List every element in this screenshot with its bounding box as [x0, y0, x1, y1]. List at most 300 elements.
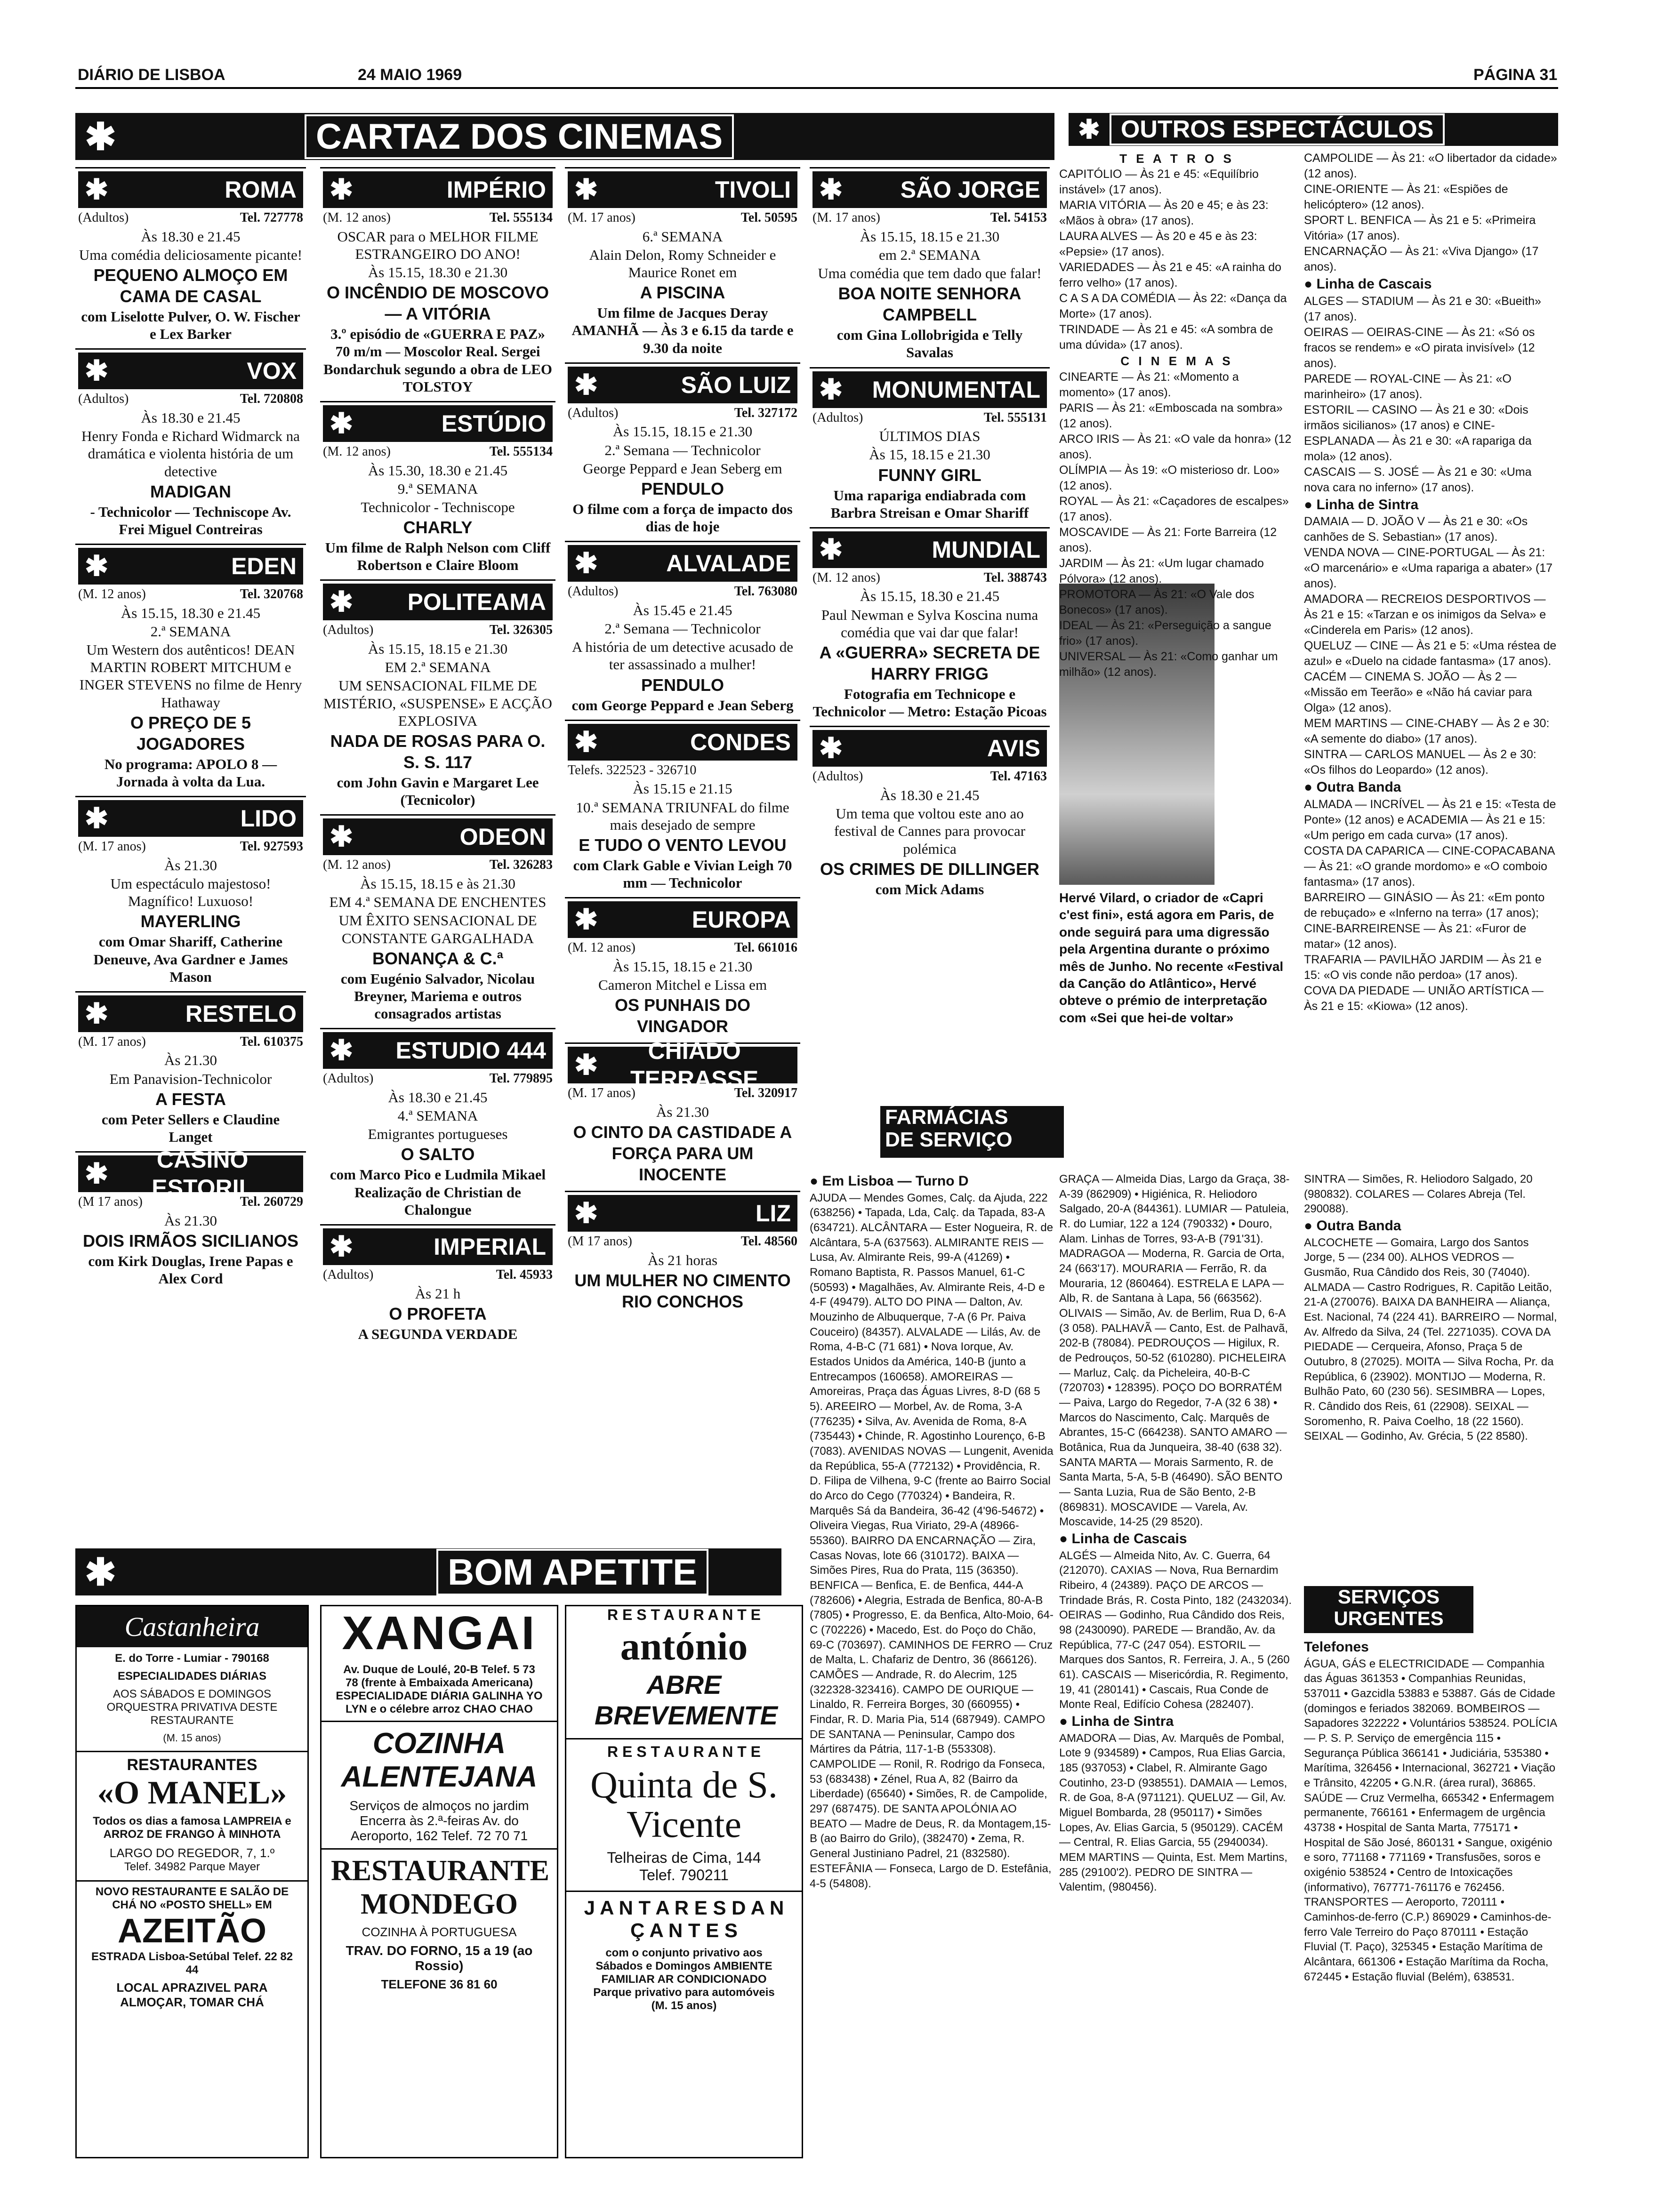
film-title: A FESTA: [155, 1089, 226, 1109]
manel-heading: RESTAURANTES: [127, 1756, 257, 1774]
film-title: OS PUNHAIS DO VINGADOR: [614, 995, 751, 1036]
cinema-name: ROMA: [225, 176, 297, 203]
cinema-name: ALVALADE: [666, 550, 791, 577]
star-icon: ✱: [85, 997, 109, 1029]
cinema-meta: [568, 1234, 797, 1250]
listing-line: 2.ª Semana — Technicolor: [604, 620, 761, 637]
cinema-listing: [810, 527, 1050, 726]
listing-credits: com Gina Lollobrigida e Telly Savalas: [837, 327, 1023, 361]
cinema-listing: [565, 362, 800, 541]
age-rating: (M. 17 anos): [812, 210, 880, 225]
quinta-heading: R E S T A U R A N T E: [607, 1743, 761, 1760]
cinema-meta: [812, 410, 1047, 426]
listing-credits: com Eugénio Salvador, Nicolau Breyner, Mariema e outros consagrados artistas: [340, 970, 535, 1022]
cinema-meta: [78, 839, 303, 855]
age-rating: (Adultos): [812, 410, 863, 425]
listing-line: Às 15.15, 18.15 e 21.30: [612, 958, 753, 975]
cinema-header: [323, 818, 553, 855]
listing-credits: A SEGUNDA VERDADE: [358, 1325, 518, 1342]
mondego-style: COZINHA À PORTUGUESA: [362, 1925, 517, 1939]
listing-credits: Fotografia em Technicope e Technicolor — Metro: Estação Picoas: [812, 686, 1047, 720]
listing-entry: MOSCAVIDE — Às 21: Forte Barreira (12 anos).: [1059, 525, 1277, 554]
cinema-listing: [320, 579, 555, 814]
listing-line: ÚLTIMOS DIAS: [879, 428, 981, 445]
listing-credits: Um filme de Ralph Nelson com Cliff Robertson e Claire Bloom: [325, 539, 551, 574]
cinema-phone: Tel. 555131: [983, 410, 1047, 425]
star-icon: ✱: [85, 550, 109, 582]
cinema-listing: [75, 348, 306, 544]
listing-entry: CASCAIS — S. JOSÉ — Às 21 e 30: «Uma nova cara no inferno» (17 anos).: [1304, 465, 1532, 494]
star-icon: ✱: [819, 174, 843, 205]
cinema-header: [323, 1032, 553, 1069]
star-icon: ✱: [85, 1551, 117, 1593]
listing-credits: 3.º episódio de «GUERRA E PAZ» 70 m/m — Moscolor Real. Sergei Bondarchuk segundo a obra de LEO TOLSTOY: [323, 326, 553, 395]
film-title: OS CRIMES DE DILLINGER: [820, 859, 1040, 879]
cinema-name: EUROPA: [692, 906, 791, 933]
age-rating: (Adultos): [568, 405, 619, 420]
cinema-meta: [568, 210, 797, 226]
cinema-name: SÃO LUIZ: [681, 371, 791, 398]
cinema-listing: [565, 167, 800, 362]
paper-name: DIÁRIO DE LISBOA: [78, 66, 225, 84]
star-icon: ✱: [574, 174, 598, 205]
star-icon: ✱: [330, 586, 354, 618]
cinema-phone: Tel. 260729: [240, 1194, 303, 1210]
age-rating: (Adultos): [323, 623, 374, 638]
cinema-listing: [565, 541, 800, 720]
cascais-heading: ● Linha de Cascais: [1304, 276, 1432, 292]
cinema-phone: Tel. 48560: [740, 1234, 797, 1249]
cinema-phone: Tel. 555134: [489, 210, 553, 225]
azeitao-address: ESTRADA Lisboa-Setúbal Telef. 22 82 44: [91, 1950, 293, 1976]
listing-entry: ESTORIL — CASINO — Às 21 e 30: «Dois irmãos sicilianos» (17 anos) e CINE-ESPLANADA — Às 21 e 30: «A rapariga da mola» (12 anos).: [1304, 403, 1532, 463]
star-icon: ✱: [574, 369, 598, 401]
fcascais-heading: ● Linha de Cascais: [1059, 1531, 1187, 1547]
listing-line: Às 15.30, 18.30 e 21.45: [368, 462, 508, 479]
mondego-name: RESTAURANTE MONDEGO: [331, 1855, 549, 1920]
listing-line: Paul Newman e Sylva Koscina numa comédia que vai dar que falar!: [821, 606, 1038, 641]
bom-apetite-title: BOM APETITE: [436, 1549, 708, 1595]
cinema-listing: [320, 401, 555, 580]
cinema-meta: [78, 391, 303, 407]
bom-apetite-banner: [75, 1548, 781, 1595]
listing-line: 2.ª Semana — Technicolor: [604, 441, 761, 458]
listing-line: Às 15.15, 18.30 e 21.45: [121, 604, 261, 621]
outros-right: [1304, 151, 1558, 1014]
cinema-phone: Tel. 727778: [240, 210, 303, 225]
listing-line: Technicolor - Techniscope: [361, 498, 515, 515]
photo-caption: Hervé Vilard, o criador de «Capri c'est fini», está agora em Paris, de onde seguirá para uma digressão pela Argentina durante o próximo mês de Junho. No recente «Festival da Canção do Atlântico», Hervé obteve o prémio de interpretação com «Sei que hei-de voltar»: [1059, 890, 1284, 1025]
film-title: BOA NOITE SENHORA CAMPBELL: [838, 284, 1022, 325]
listing-line: Uma comédia que tem dado que falar!: [818, 264, 1042, 281]
cinema-name: RESTELO: [185, 1000, 297, 1027]
listing-line: Às 21 h: [415, 1285, 461, 1302]
film-title: O SALTO: [401, 1145, 475, 1164]
cinema-header: [78, 171, 303, 208]
fsintra-heading: ● Linha de Sintra: [1059, 1714, 1174, 1730]
listing-credits: - Technicolor — Techniscope Av. Frei Miguel Contreiras: [90, 503, 291, 537]
cinema-column-1: [75, 167, 306, 1293]
listing-entry: SINTRA — CARLOS MANUEL — Às 2 e 30: «Os filhos do Leopardo» (12 anos).: [1304, 748, 1536, 777]
cinema-meta: [323, 210, 553, 226]
cinema-listing: [810, 726, 1050, 904]
cinemas-heading: C I N E M A S: [1120, 354, 1233, 369]
age-rating: (M. 12 anos): [78, 587, 146, 602]
listing-credits: com Clark Gable e Vivian Leigh 70 mm — Technicolor: [573, 857, 792, 891]
fbanda-list: ALCOCHETE — Gomaira, Largo dos Santos Jorge, 5 — (234 00). ALHOS VEDROS — Gusmão, Rua Cândido dos Reis, 30 (74040). ALMADA — Castro Rodrigues, R. Capitão Leitão, 21-A (270076). BAIXA DA BANHEIRA — Aliança, Est. Nacional, 74 (224 41). BARREIRO — Normal, Av. Alfredo da Silva, 24 (Tel. 2271035). COVA DA PIEDADE — Cerqueira, Afonso, Praça 5 de Outubro, 8 (27025). MOITA — Silva Rocha, Pr. da República, 6 (23902). MONTIJO — Moderna, R. Bulhão Pato, 60 (230 56). SESIMBRA — Lopes, R. Cândido dos Reis, 61 (22908). SEIXAL — Soromenho, R. Paiva Coelho, 18 (22 1560). SEIXAL — Godinho, Av. Grécia, 5 (22 8580).: [1304, 1236, 1557, 1443]
listing-line: EM 2.ª SEMANA: [385, 659, 491, 676]
film-title: PENDULO: [641, 479, 724, 498]
listing-entry: OEIRAS — OEIRAS-CINE — Às 21: «Só os fracos se rendem» e «O pirata invisível» (12 anos).: [1304, 325, 1535, 370]
age-rating: (M. 12 anos): [323, 444, 391, 459]
listing-line: Às 15.15, 18.15 e 21.30: [368, 641, 508, 657]
cinema-listing: [320, 814, 555, 1028]
listing-entry: VENDA NOVA — CINE-PORTUGAL — Às 21: «O marcenário» e «Uma rapariga a abater» (17 anos).: [1304, 546, 1553, 591]
cinema-header: [568, 545, 797, 582]
listing-line: A história de um detective acusado de ter assassinado a mulher!: [571, 639, 793, 673]
star-icon: ✱: [574, 904, 598, 936]
listing-entry: CINEARTE — Às 21: «Momento a momento» (17 anos).: [1059, 370, 1239, 399]
film-title: FUNNY GIRL: [878, 465, 981, 485]
age-rating: (Adultos): [78, 392, 129, 407]
star-icon: ✱: [85, 174, 109, 205]
age-rating: (Adultos): [323, 1267, 374, 1282]
listing-entry: TRINDADE — Às 21 e 45: «A sombra de uma dúvida» (17 anos).: [1059, 323, 1273, 352]
age-rating: (M. 17 anos): [568, 1086, 635, 1101]
listing-entry: UNIVERSAL — Às 21: «Como ganhar um milhão» (12 anos).: [1059, 649, 1278, 679]
farmacias-right: [1304, 1172, 1558, 1444]
cinema-phone: Tel. 610375: [240, 1034, 303, 1049]
castanheira-rating: (M. 15 anos): [163, 1732, 221, 1744]
cinema-name: LIZ: [756, 1200, 791, 1227]
film-title: NADA DE ROSAS PARA O. S. S. 117: [330, 731, 546, 772]
star-icon: ✱: [574, 1049, 598, 1081]
listing-entry: AMADORA — RECREIOS DESPORTIVOS — Às 21 e 15: «Tarzan e os inimigos da Selva» e «Cinderela em Paris» (12 anos).: [1304, 593, 1546, 637]
cinema-name: MONUMENTAL: [872, 376, 1040, 403]
cinema-name: CONDES: [690, 729, 791, 755]
listing-line: Às 15.45 e 21.45: [633, 601, 732, 618]
star-icon: ✱: [1078, 114, 1100, 144]
listing-line: Às 15.15, 18.30 e 21.30: [368, 264, 508, 281]
jantares-title: J A N T A R E S D A N Ç A N T E S: [584, 1897, 784, 1941]
listing-line: Às 18.30 e 21.45: [141, 228, 241, 245]
listing-line: OSCAR para o MELHOR FILME ESTRANGEIRO DO ANO!: [337, 228, 539, 262]
cinema-meta: [568, 940, 797, 956]
cinema-phone: Tel. 47163: [990, 769, 1047, 784]
jantares-details: com o conjunto privativo aos Sábados e Domingos AMBIENTE FAMILIAR AR CONDICIONADO Parque privativo para automóveis (M. 15 anos): [593, 1947, 775, 2012]
cinema-listing: [75, 991, 306, 1151]
xangai-details: Av. Duque de Loulé, 20-B Telef. 5 73 78 (frente à Embaixada Americana) ESPECIALIDADE DIÁRIA GALINHA YO LYN e o célebre arroz CHAO CHAO: [336, 1663, 543, 1715]
ad-antonio-column: [565, 1605, 803, 2158]
cinema-name: POLITEAMA: [407, 589, 546, 616]
star-icon: ✱: [330, 174, 354, 205]
age-rating: (M 17 anos): [568, 1234, 632, 1249]
castanheira-address: E. do Torre - Lumiar - 790168: [115, 1652, 269, 1665]
cinema-phone: Tel. 661016: [734, 940, 797, 955]
age-rating: (Adultos): [78, 210, 129, 225]
cinema-column-3: [565, 167, 800, 1318]
film-title: A PISCINA: [640, 283, 725, 303]
film-title: PEQUENO ALMOÇO EM CAMA DE CASAL: [93, 265, 288, 306]
cinema-meta: [568, 584, 797, 600]
xangai-name: XANGAI: [342, 1607, 537, 1659]
cinema-header: [323, 171, 553, 208]
listing-line: Às 18.30 e 21.45: [880, 787, 980, 803]
cinema-meta: [568, 405, 797, 421]
castanheira-title: Castanheira: [77, 1606, 307, 1647]
cinema-listing: [810, 167, 1050, 367]
listing-entry: QUELUZ — CINE — Às 21 e 5: «Uma réstea de azul» e «Duelo na cidade fantasma» (17 anos).: [1304, 639, 1557, 668]
lisboa-list: AJUDA — Mendes Gomes, Calç. da Ajuda, 222 (638256) • Tapada, Lda, Calç. da Tapada, 83-A (634721). ALCÂNTARA — Ester Nogueira, R. de Alcântara, 5-A (637563). ALMIRANTE REIS — Lusa, Av. Almirante Reis, 99-A (41269) • Romano Baptista, R. Passos Manuel, 61-C (50593) • Magalhães, Av. Almirante Reis, 4-D e 4-F (49479). ALTO DO PINA — Dalton, Av. Mouzinho de Albuquerque, 7-A (6 Pr. Paiva Couceiro) (84357). ALVALADE — Lilás, Av. de Roma, 4-B-C (71 681) • Nova Iorque, Av. Estados Unidos da América, 140-B (junto a Entrecampos (160658). AMOREIRAS — Amoreiras, Praça das Águas Livres, 8-D (68 5 5). AREEIRO — Morbel, Av. de Roma, 3-A (776235) • Silva, Av. Avenida de Roma, 8-A (735443) • Chinde, R. Agostinho Lourenço, 6-B (7083). AVENIDAS NOVAS — Lungenit, Avenida da República, 55-A (772132) • Providência, R. D. Filipa de Vilhena, 9-C (frente ao Bairro Social do Arco do Cego (770324) • Bandeira, R. Marquês Sá da Bandeira, 36-42 (4'96-54672) • Oliveira Viegas, Rua Viriato, 29-A (48966-55360). BAIRRO DA ENCARNAÇÃO — Zira, Casas Novas, lote 66 (310172). BAIXA — Simões Pires, Rua do Prata, 115 (36350). BENFICA — Benfica, E. de Benfica, 444-A (782606) • Alegria, Estrada de Benfica, 80-A-B (7805) • Progresso, E. da Benfica, Alto-Moio, 64-C (702226) • Macedo, Est. do Poço do Chão, 69-C (703697). CAMINHOS DE FERRO — Cruz de Malta, L. Chafariz de Dentro, 36 (866126). CAMÕES — Andrade, R. do Alecrim, 125 (322328-323416). CAMPO DE OURIQUE — Linaldo, R. Ferreira Borges, 30 (660955) • Findar, R. D. Maria Pia, 514 (687949). CAMPO DE SANTANA — Peninsular, Campo dos Mártires da Pátria, 117-1-B (553308). CAMPOLIDE — Ronil, R. Rodrigo da Fonseca, 53 (683438) • Zénel, Rua A, 82 (Bairro da Liberdade) (65640) • Simões, R. de Campolide, 297 (687475). DE SANTA APOLÓNIA AO BEATO — Madre de Deus, R. da Montagem,15-B (ao Bairro do Grilo), (382470) • Zema, R. General Justiniano Padrel, 21 (832580). ESTEFÂNIA — Fonseca, Largo de D. Estefânia, 4-5 (54808).: [810, 1191, 1054, 1890]
age-rating: (M. 17 anos): [568, 210, 635, 225]
listing-entry: ARCO IRIS — Às 21: «O vale da honra» (12 anos).: [1059, 432, 1292, 461]
listing-credits: com Liselotte Pulver, O. W. Fischer e Lex Barker: [81, 308, 300, 343]
cinema-meta: [568, 762, 797, 778]
listing-line: 10.ª SEMANA TRIUNFAL do filme mais desejado de sempre: [576, 799, 789, 833]
listing-entry: MARIA VITÓRIA — Às 20 e 45; e às 23: «Mãos à obra» (17 anos).: [1059, 199, 1269, 228]
farmacias-banner: [880, 1106, 1064, 1158]
cinema-header: [812, 371, 1047, 408]
listing-line: Às 18.30 e 21.45: [388, 1089, 488, 1106]
star-icon: ✱: [574, 1197, 598, 1229]
listing-line: Às 21.30: [164, 1052, 217, 1069]
cinema-listing: [75, 544, 306, 796]
star-icon: ✱: [819, 732, 843, 764]
film-title: UM MULHER NO CIMENTO RIO CONCHOS: [574, 1270, 791, 1311]
cinema-phone: Tel. 388743: [983, 570, 1047, 585]
listing-line: Às 15.15, 18.15 e 21.30: [860, 228, 1000, 245]
cozinha-name: COZINHA ALENTEJANA: [341, 1727, 538, 1793]
film-title: O PROFETA: [389, 1304, 487, 1323]
listing-line: Às 15.15 e 21.15: [633, 780, 732, 797]
cinema-header: [78, 995, 303, 1032]
cinema-meta: [323, 622, 553, 638]
quinta-name: Quinta de S. Vicente: [590, 1764, 778, 1845]
film-title: DOIS IRMÃOS SICILIANOS: [82, 1231, 299, 1250]
outros-title: OUTROS ESPECTÁCULOS: [1110, 113, 1445, 145]
cinema-listing: [75, 167, 306, 348]
cinema-listing: [320, 1028, 555, 1224]
cinema-header: [78, 353, 303, 389]
quinta-address: Telheiras de Cima, 144: [607, 1849, 761, 1866]
cinema-header: [323, 1228, 553, 1265]
fsintra-list: AMADORA — Dias, Av. Marquês de Pombal, Lote 9 (934589) • Campos, Rua Elias Garcia, 185 (937053) • Clabel, R. Almirante Gago Coutinho, 23-D (938551). DAMAIA — Lemos, R. de Goa, 8-A (971121). QUELUZ — Gil, Av. Miguel Bombarda, 28 (950117) • Simões Lopes, Av. Elias Garcia, 5 (950129). CACÉM — Central, R. Elias Garcia, 55 (2940034). MEM MARTINS — Quinta, Est. Mem Martins, 285 (29100'2). PEDRO DE SINTRA — Valentim, (980456).: [1059, 1731, 1287, 1894]
film-title: PENDULO: [641, 675, 724, 695]
servicos-text: [1304, 1638, 1558, 1984]
age-rating: (M. 12 anos): [323, 210, 391, 225]
cinema-phone: Tel. 327172: [734, 405, 797, 420]
star-icon: ✱: [330, 407, 354, 439]
listing-entry: DAMAIA — D. JOÃO V — Às 21 e 30: «Os canhões de S. Sebastian» (17 anos).: [1304, 515, 1528, 544]
age-rating: (M 17 anos): [78, 1194, 143, 1210]
banda-heading: ● Outra Banda: [1304, 779, 1401, 795]
cinema-meta: [812, 769, 1047, 785]
listing-line: 4.ª SEMANA: [397, 1107, 478, 1124]
age-rating: Telefs. 322523 - 326710: [568, 762, 697, 777]
cinema-meta: [323, 444, 553, 460]
listing-line: 9.ª SEMANA: [397, 480, 478, 497]
servicos-title: SERVIÇOS: [1337, 1586, 1440, 1608]
cinema-meta: [812, 570, 1047, 586]
listing-entry: COSTA DA CAPARICA — CINE-COPACABANA — Às 21: «O grande mordomo» e «O comboio fantasma» (17 anos).: [1304, 844, 1555, 889]
star-icon: ✱: [330, 1034, 354, 1066]
listing-line: Um Western dos autênticos! DEAN MARTIN ROBERT MITCHUM e INGER STEVENS no filme de Henry Hathaway: [79, 641, 302, 711]
listing-line: UM ÊXITO SENSACIONAL DE CONSTANTE GARGALHADA: [338, 912, 537, 946]
azeitao-name: AZEITÃO: [118, 1912, 266, 1950]
listing-credits: com Peter Sellers e Claudine Langet: [101, 1111, 280, 1146]
film-title: CHARLY: [403, 518, 473, 537]
cinema-phone: Tel. 326305: [489, 623, 553, 638]
mid-list: GRAÇA — Almeida Dias, Largo da Graça, 38-A-39 (862909) • Higiénica, R. Heliodoro Salgado, 20-A (844361). LUMIAR — Patuleia, R. do Lumiar, 122 a 124 (790332) • Douro, Alam. Linhas de Torres, 93-A-B (791'31). MADRAGOA — Moderna, R. Garcia de Orta, 24 (663'17). MOURARIA — Ferrão, R. da Mouraria, 12 (860464). ESTRELA E LAPA — Alb, R. de Santana à Lapa, 56 (663562). OLIVAIS — Simão, Av. de Berlim, Rua D, 6-A (3 058). PALHAVÃ — Canto, Est. de Palhavã, 202-B (78084). PEDROUÇOS — Higilux, R. de Pedrouços, 50-52 (610280). PICHELEIRA — Marluz, Calç. da Picheleira, 40-B-C (720703) • 128395). POÇO DO BORRATÉM — Paiva, Largo do Regedor, 7-A (32 6 38) • Marcos do Nascimento, Calç. Marquês de Abrantes, 15-C (664238). SANTO AMARO — Botânica, Rua da Junqueira, 38-40 (638 32). SANTA MARTA — Morais Sarmento, R. de Santa Marta, 5-A, 5-B (46490). SÃO BENTO — Santa Luzia, Rua de São Bento, 2-B (869831). MOSCAVIDE — Varela, Av. Moscavide, 14-25 (29 8520).: [1059, 1173, 1290, 1529]
age-rating: (Adultos): [812, 769, 863, 784]
fcascais-list: ALGÉS — Almeida Nito, Av. C. Guerra, 64 (212070). CAXIAS — Nova, Rua Bernardim Ribeiro, 4 (24389). PAÇO DE ARCOS — Trindade Brás, R. Costa Pinto, 182 (2432034). OEIRAS — Godinho, Rua Cândido dos Reis, 98 (2430090). PAREDE — Brandão, Av. da República, 77-C (247 054). ESTORIL — Marques dos Santos, R. Ferreira, J. A., 5 (260 61). CASCAIS — Misericórdia, R. Regimento, 19, 41 (280141) • Cascais, Rua Conde de Monte Real, Edifício Cohesa (282407).: [1059, 1549, 1292, 1711]
age-rating: (Adultos): [568, 584, 619, 599]
film-title: A «GUERRA» SECRETA DE HARRY FRIGG: [819, 643, 1040, 684]
cinema-listing: [810, 367, 1050, 527]
cartaz-banner: [75, 113, 1054, 160]
farmacias-subtitle: DE SERVIÇO: [885, 1128, 1013, 1152]
teatros-heading: T E A T R O S: [1119, 152, 1234, 166]
cinema-listing: [565, 720, 800, 898]
listing-line: EM 4.ª SEMANA DE ENCHENTES: [329, 894, 547, 911]
cinema-phone: Tel. 779895: [489, 1071, 553, 1086]
cinema-listing: [75, 1146, 306, 1293]
listing-entry: OLÍMPIA — Às 19: «O misterioso dr. Loo» (12 anos).: [1059, 463, 1280, 492]
listing-entry: JARDIM — Às 21: «Um lugar chamado Pólvora» (12 anos).: [1059, 556, 1264, 585]
listing-line: Às 21.30: [164, 1212, 217, 1229]
listing-entry: PAREDE — ROYAL-CINE — Às 21: «O marinheiro» (17 anos).: [1304, 372, 1512, 401]
star-icon: ✱: [819, 373, 843, 405]
servicos-subtitle: URGENTES: [1334, 1607, 1444, 1630]
listing-entry: LAURA ALVES — Às 20 e 45 e às 23: «Pepsie» (17 anos).: [1059, 230, 1257, 259]
listing-entry: MEM MARTINS — CINE-CHABY — Às 2 e 30: «A semente do diabo» (17 anos).: [1304, 717, 1550, 746]
cinema-name: ESTÚDIO: [441, 410, 546, 437]
age-rating: (M. 17 anos): [78, 839, 146, 854]
outros-banner: [1069, 113, 1558, 146]
servicos-list: ÁGUA, GÁS e ELECTRICIDADE — Companhia das Águas 361353 • Companhias Reunidas, 537011 • Gazcidla 53883 e 53887. Gás de Cidade (domingos e feriados 382069. BOMBEIROS — Sapadores 322222 • Voluntários 538524. POLÍCIA — P. S. P. Serviço de emergência 115 • Segurança Pública 366141 • Judiciária, 535380 • Marítima, 326456 • Internacional, 362721 • Viação e Trânsito, 42205 • G.N.R. (área rural), 36865. SAÚDE — Cruz Vermelha, 665342 • Enfermagem permanente, 766161 • Enfermagem de urgência 43738 • Hospital de Santa Marta, 775171 • Hospital de São José, 860131 • Sangue, oxigénio e soro, 771168 • 771169 • Transfusões, soros e oxigénio 538524 • Centro de Intoxicações (informativo), 767771-761176 e 762456. TRANSPORTES — Aeroporto, 720111 • Caminhos-de-ferro (C.P.) 869029 • Caminhos-de-ferro Vale Terreiro do Paço 870111 • Estação Fluvial (T. Paço), 325345 • Estação Marítima de Alcântara, 661306 • Estação Marítima da Rocha, 672445 • Estação fluvial (Belém), 638531.: [1304, 1657, 1557, 1983]
listing-entry: CAMPOLIDE — Às 21: «O libertador da cidade» (12 anos).: [1304, 152, 1557, 180]
cinema-column-2: [320, 167, 555, 1348]
listing-entry: C A S A DA COMÉDIA — Às 22: «Dança da Morte» (17 anos).: [1059, 292, 1287, 321]
cinema-name: AVIS: [987, 735, 1040, 762]
cinema-name: ODEON: [459, 824, 546, 850]
cinema-meta: [78, 210, 303, 226]
listing-entry: BARREIRO — GINÁSIO — Às 21: «Em ponto de rebuçado» e «Inferno na terra» (17 anos); CINE-BARREIRENSE — Às 21: «Furor de matar» (12 anos).: [1304, 890, 1545, 951]
issue-date: 24 MAIO 1969: [358, 66, 462, 84]
cinema-header: [568, 1038, 797, 1093]
listing-line: Cameron Mitchel e Lissa em: [598, 977, 767, 994]
listing-credits: com Kirk Douglas, Irene Papas e Alex Cord: [88, 1253, 293, 1287]
star-icon: ✱: [85, 1158, 109, 1190]
cinema-meta: [323, 1267, 553, 1283]
listing-line: Em Panavision-Technicolor: [109, 1070, 272, 1087]
cinema-name: MUNDIAL: [932, 536, 1040, 563]
age-rating: (M. 12 anos): [812, 570, 880, 585]
cinema-header: [812, 171, 1047, 208]
telefones-heading: Telefones: [1304, 1639, 1369, 1655]
listing-line: Às 21.30: [164, 857, 217, 874]
cinema-header: [78, 800, 303, 837]
listing-entry: PROMOTORA — Às 21: «O Vale dos Bonecos» (17 anos).: [1059, 587, 1255, 617]
star-icon: ✱: [574, 547, 598, 579]
cinema-header: [568, 367, 797, 403]
cinema-meta: [812, 210, 1047, 226]
cinema-name: ESTUDIO 444: [395, 1037, 546, 1064]
cinema-listing: [75, 796, 306, 991]
manel-name: «O MANEL»: [97, 1775, 287, 1811]
listing-line: em 2.ª SEMANA: [878, 246, 981, 263]
listing-credits: No programa: APOLO 8 — Jornada à volta da Lua.: [104, 755, 277, 790]
listing-line: Um tema que voltou este ano ao festival de Cannes para provocar polémica: [834, 805, 1026, 857]
film-title: MAYERLING: [140, 912, 241, 931]
cinema-header: [568, 171, 797, 208]
cinema-listing: [565, 897, 800, 1042]
antonio-name: antónio: [620, 1625, 748, 1668]
cinema-name: VOX: [247, 358, 297, 385]
cinema-header: [812, 531, 1047, 568]
cinema-phone: Tel. 555134: [489, 444, 553, 459]
listing-credits: com John Gavin e Margaret Lee (Tecnicolor): [337, 774, 539, 809]
cinema-name: LIDO: [240, 805, 297, 832]
cinema-phone: Tel. 320768: [240, 587, 303, 602]
listing-line: Às 21 horas: [647, 1251, 718, 1268]
listing-credits: Um filme de Jacques Deray AMANHÃ — Às 3 e 6.15 da tarde e 9.30 da noite: [571, 305, 794, 356]
listing-entry: ENCARNAÇÃO — Às 21: «Viva Django» (17 anos).: [1304, 245, 1539, 273]
cinema-header: [323, 405, 553, 442]
servicos-banner: [1304, 1586, 1473, 1633]
film-title: E TUDO O VENTO LEVOU: [579, 835, 787, 855]
listing-line: George Peppard e Jean Seberg em: [583, 460, 782, 477]
listing-line: 2.ª SEMANA: [150, 623, 231, 640]
quinta-phone: Telef. 790211: [639, 1867, 729, 1883]
azeitao-intro: NOVO RESTAURANTE E SALÃO DE CHÁ NO «POSTO SHELL» EM: [95, 1885, 289, 1911]
cinema-column-4: [810, 167, 1050, 904]
film-title: MADIGAN: [150, 481, 231, 501]
star-icon: ✱: [330, 821, 354, 853]
cinema-header: [323, 584, 553, 620]
mondego-phone: TELEFONE 36 81 60: [381, 1977, 498, 1991]
cinema-phone: Tel. 927593: [240, 839, 303, 854]
cinema-listing: [565, 1038, 800, 1191]
ad-castanheira-column: [75, 1605, 309, 2158]
cinema-name: IMPÉRIO: [446, 176, 546, 203]
cinema-header: [568, 1195, 797, 1232]
listing-line: Um espectáculo majestoso! Magnífico! Luxuoso!: [110, 875, 271, 910]
listing-credits: com George Peppard e Jean Seberg: [571, 697, 794, 713]
listing-entry: CACÉM — CINEMA S. JOÃO — Às 2 — «Missão em Teerão» e «Não há caviar para Olga» (12 anos).: [1304, 670, 1532, 715]
cinema-header: [568, 901, 797, 938]
listing-entry: IDEAL — Às 21: «Perseguição a sangue frio» (17 anos).: [1059, 618, 1271, 648]
cinema-meta: [323, 857, 553, 873]
listing-line: Às 15.15, 18.15 e 21.30: [612, 423, 753, 440]
star-icon: ✱: [819, 533, 843, 565]
listing-line: Às 15, 18.15 e 21.30: [869, 446, 990, 463]
listing-credits: com Marco Pico e Ludmila Mikael Realização de Christian de Chalongue: [330, 1166, 546, 1218]
cinema-meta: [78, 586, 303, 602]
cinema-name: CASINO ESTORIL: [152, 1146, 254, 1202]
film-title: O INCÊNDIO DE MOSCOVO — A VITÓRIA: [326, 283, 549, 324]
cinema-phone: Tel. 320917: [734, 1086, 797, 1101]
listing-entry: COVA DA PIEDADE — UNIÃO ARTÍSTICA — Às 21 e 15: «Kiowa» (12 anos).: [1304, 984, 1544, 1013]
age-rating: (M. 17 anos): [78, 1034, 146, 1049]
listing-entry: ALMADA — INCRÍVEL — Às 21 e 15: «Testa de Ponte» (12 anos) e ACADEMIA — Às 21 e 15: «Um perigo em cada curva» (17 anos).: [1304, 797, 1556, 842]
outros-left: [1059, 151, 1295, 680]
listing-line: Alain Delon, Romy Schneider e Maurice Ronet em: [589, 246, 776, 281]
star-icon: ✱: [85, 355, 109, 387]
page-number: PÁGINA 31: [1473, 66, 1558, 84]
sintra-heading: ● Linha de Sintra: [1304, 497, 1419, 513]
cinema-name: EDEN: [231, 553, 297, 580]
